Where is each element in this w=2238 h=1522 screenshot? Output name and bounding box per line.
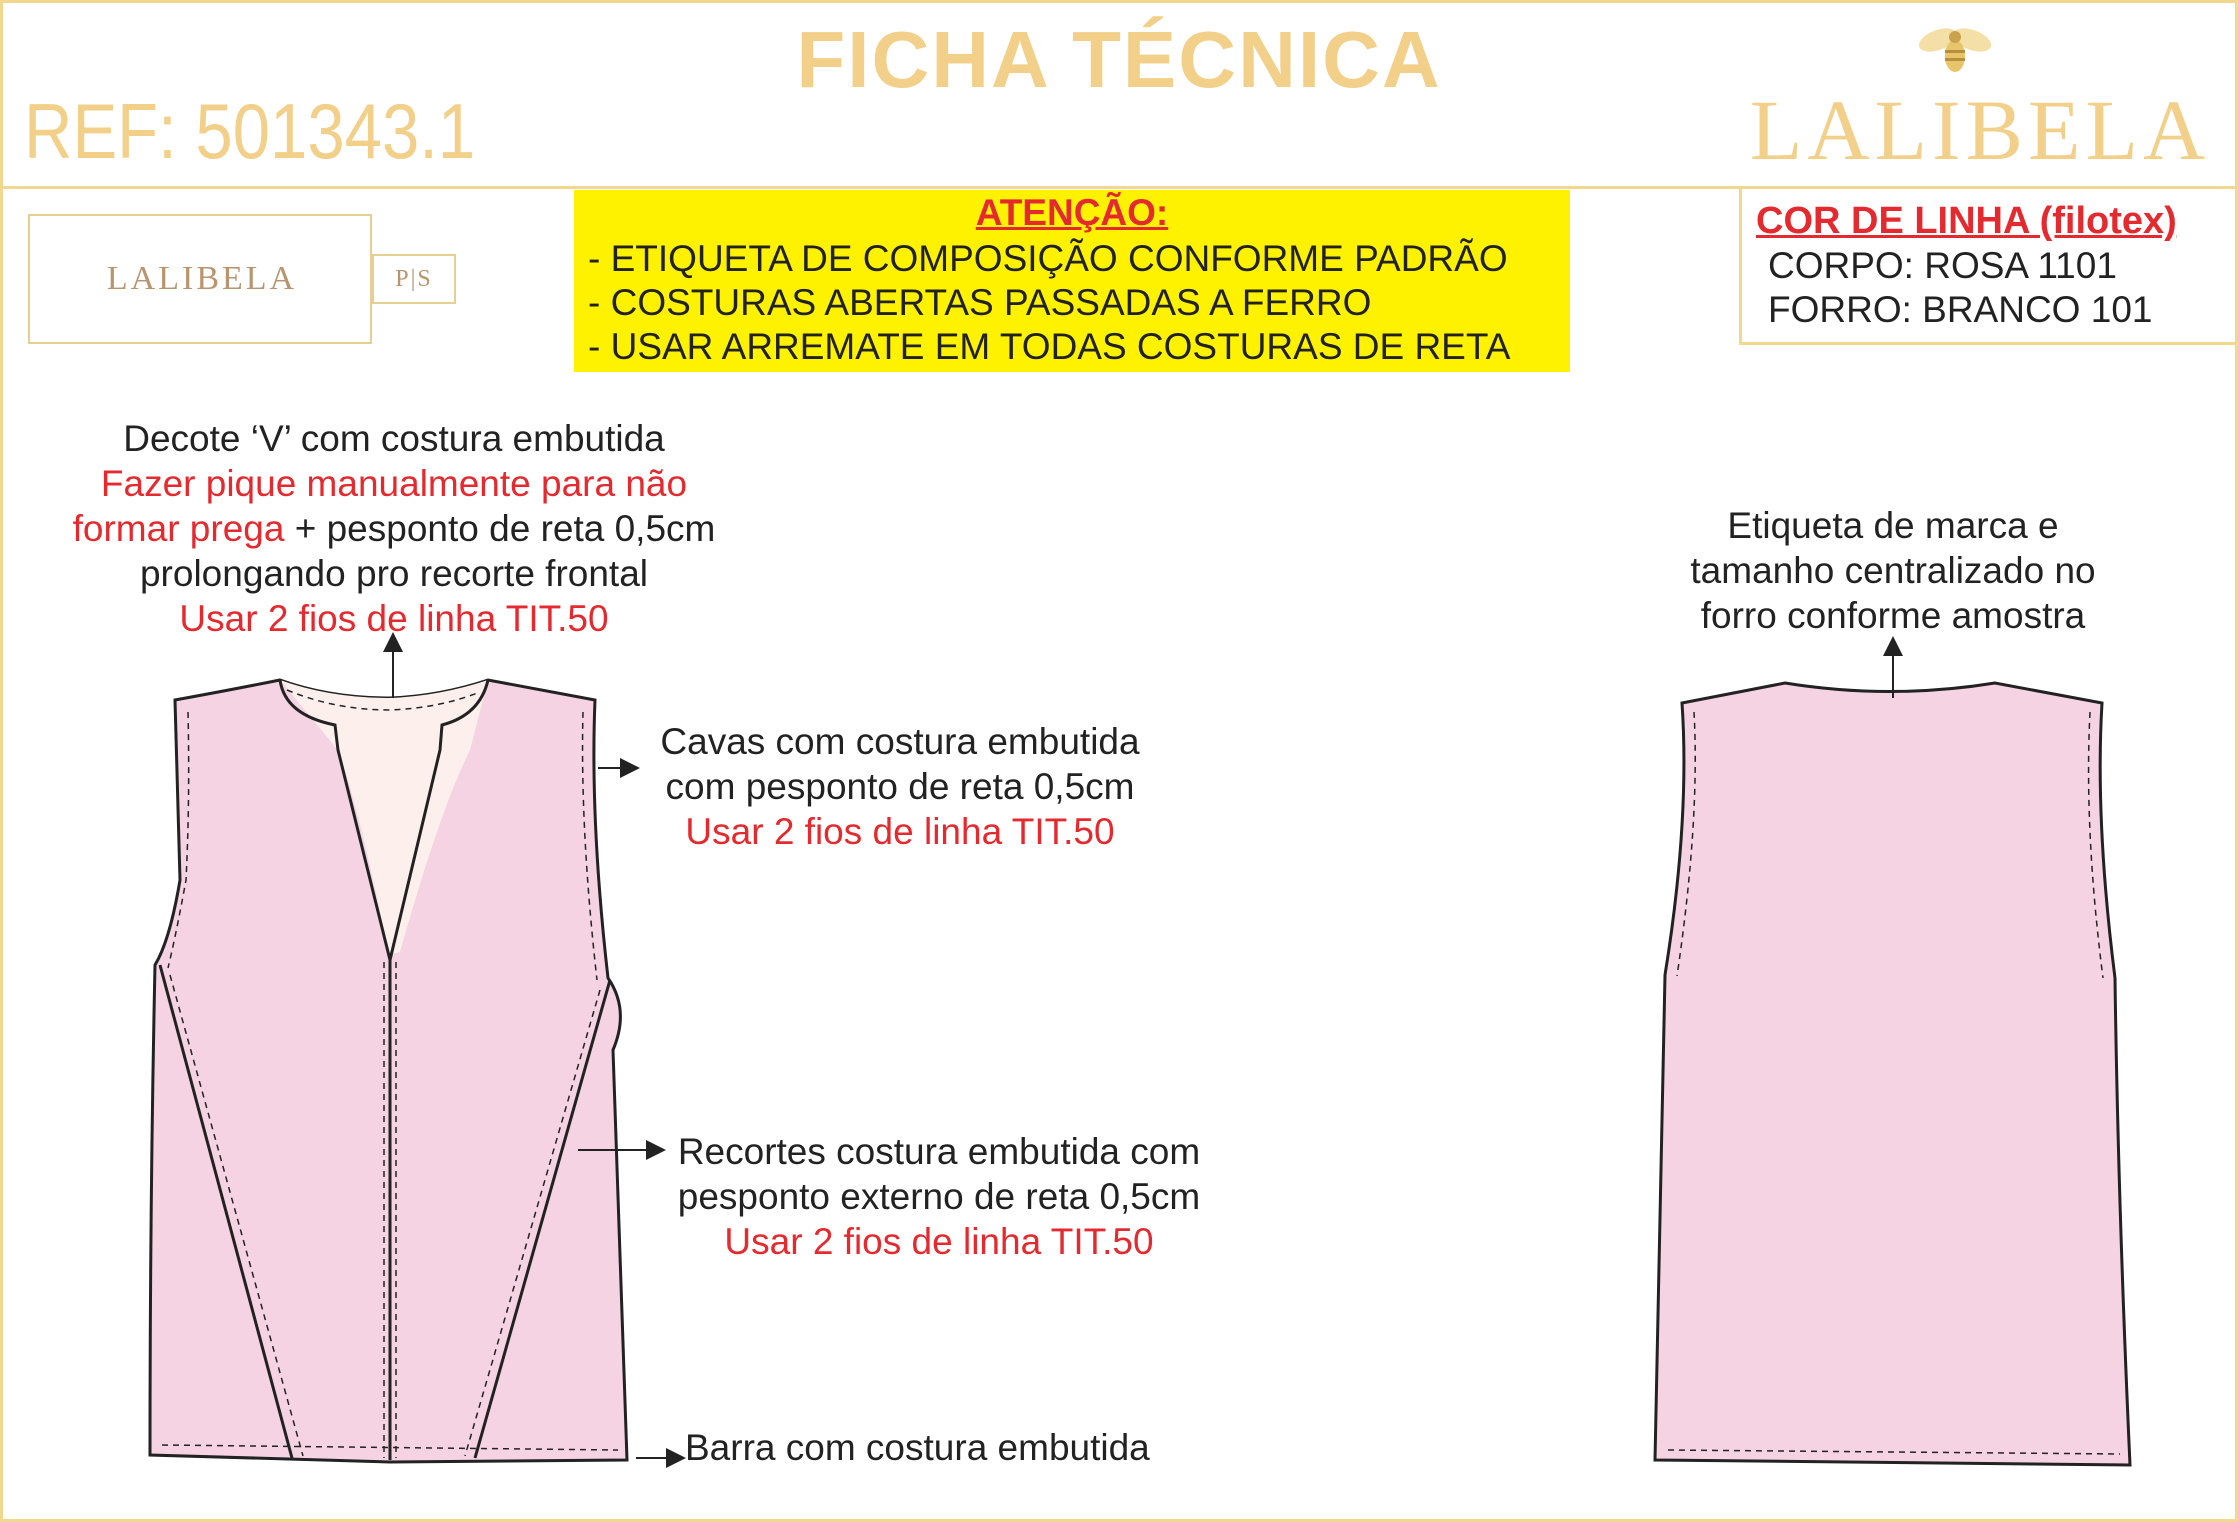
panel-seams-note-line: Recortes costura embutida com [677,1131,1201,1172]
back-label-note [1643,503,2143,638]
thread-color-title: COR DE LINHA (filotex) [1756,200,2177,242]
neckline-note-line: prolongando pro recorte frontal [139,553,649,594]
armhole-note-warning: Usar 2 fios de linha TIT.50 [685,811,1115,852]
armhole-note [640,719,1160,854]
neckline-note [44,416,744,641]
back-label-note-line: forro conforme amostra [1700,595,2086,636]
back-body [1655,683,2130,1465]
size-label: P|S [372,254,456,304]
label-brand-text: LALIBELA [106,260,298,297]
brand-logo: LALIBELA [1749,82,2211,178]
armhole-note-line: com pesponto de reta 0,5cm [665,766,1135,807]
thread-body-color: CORPO: ROSA 1101 [1768,245,2117,286]
thread-lining-color: FORRO: BRANCO 101 [1768,289,2153,330]
neckline-note-warning: Fazer pique manualmente para não [100,463,688,504]
panel-seams-note-warning: Usar 2 fios de linha TIT.50 [724,1221,1154,1262]
attention-line: - COSTURAS ABERTAS PASSADAS A FERRO [588,282,1372,323]
panel-seams-note-line: pesponto externo de reta 0,5cm [677,1176,1201,1217]
neckline-note-warning: Usar 2 fios de linha TIT.50 [179,598,609,639]
page-title: FICHA TÉCNICA [796,15,1442,104]
back-label-note-line: Etiqueta de marca e [1727,505,2059,546]
front-view [150,680,627,1462]
armhole-note-line: Cavas com costura embutida [660,721,1140,762]
attention-line: - USAR ARREMATE EM TODAS COSTURAS DE RETA [588,326,1511,367]
hem-note-line: Barra com costura embutida [685,1427,1150,1468]
hem-note [685,1425,1150,1470]
attention-title: ATENÇÃO: [975,192,1169,233]
back-view [1655,683,2130,1465]
neckline-note-line: + pesponto de reta 0,5cm [284,508,716,549]
neckline-note-line: Decote ‘V’ com costura embutida [123,418,665,459]
back-label-note-line: tamanho centralizado no [1690,550,2096,591]
attention-line: - ETIQUETA DE COMPOSIÇÃO CONFORME PADRÃO [588,238,1508,279]
neckline-note-warning: formar prega [72,508,285,549]
panel-seams-note [654,1129,1224,1264]
reference-code: REF: 501343.1 [24,87,476,175]
